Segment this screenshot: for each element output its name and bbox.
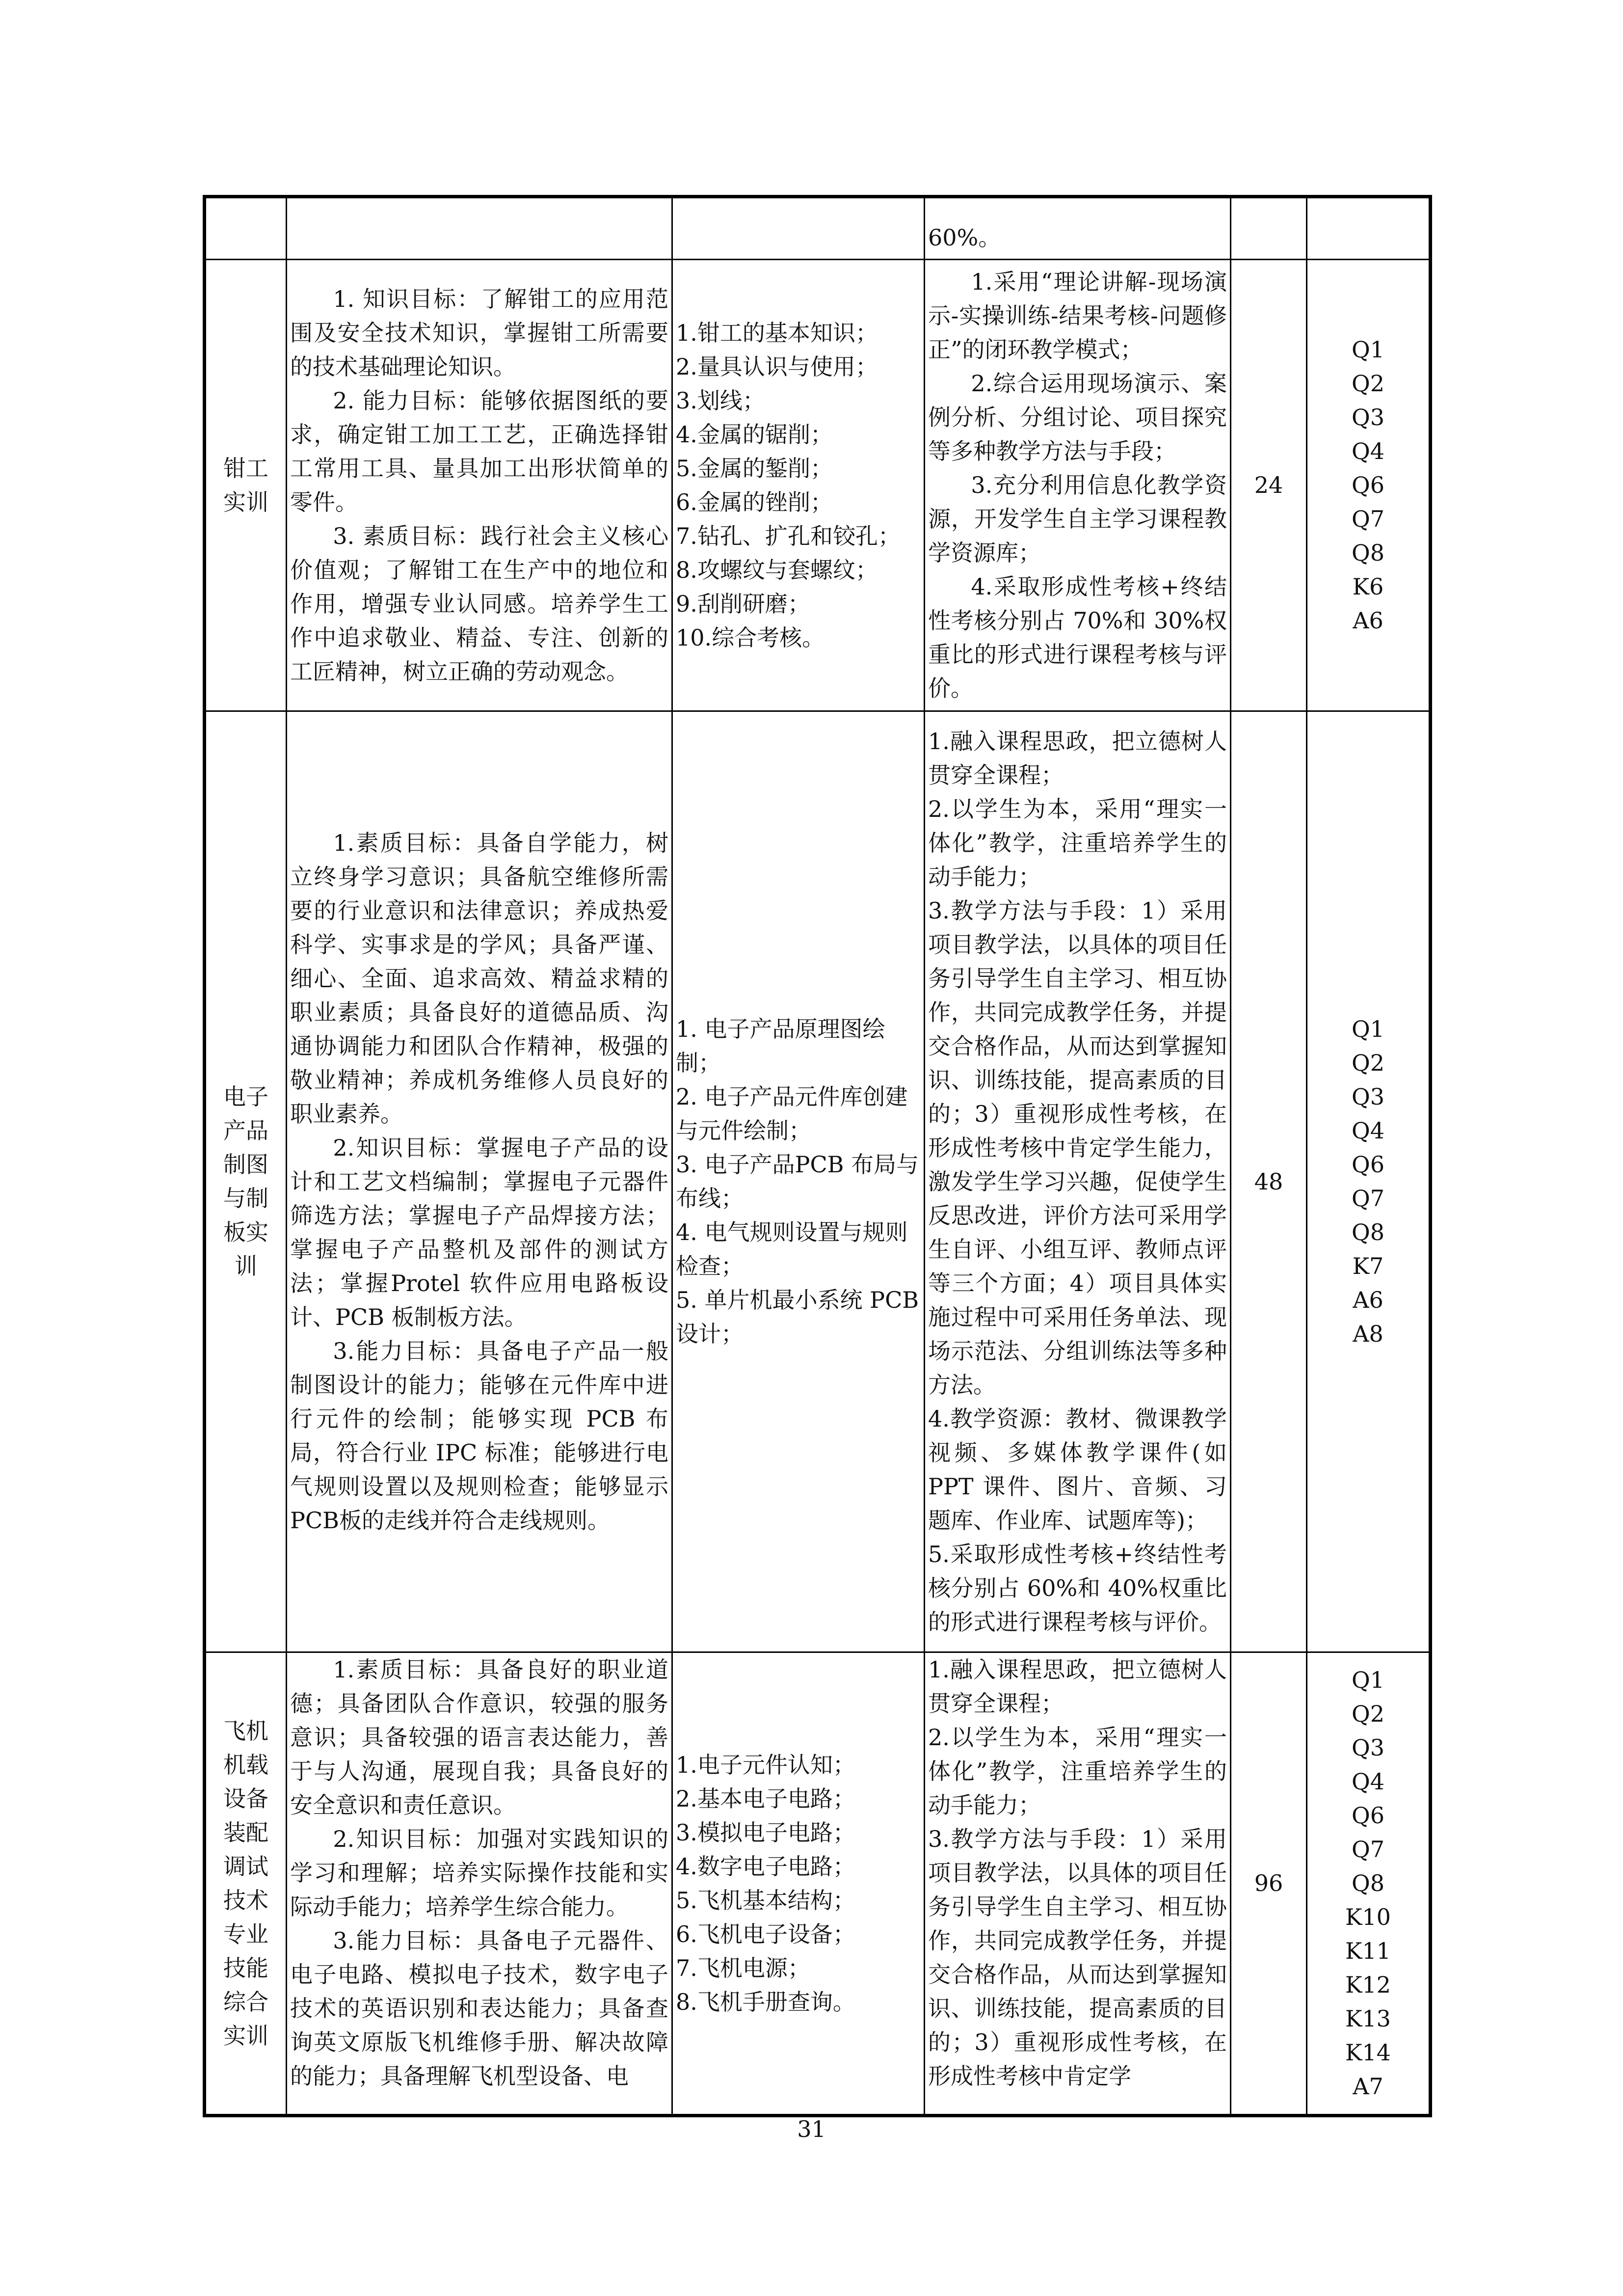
goals-cell (287, 711, 672, 1652)
content-item: 8.攻螺纹与套螺纹； (676, 556, 878, 583)
course-name: 飞机机载设备装配调试技术专业技能综合实训 (223, 1717, 268, 2049)
code-item: A6 (1353, 1287, 1384, 1313)
code-item: A6 (1353, 607, 1384, 634)
methods-cell (925, 197, 1231, 260)
codes-cell (1307, 711, 1431, 1652)
content-item: 1.电子元件认知； (676, 1751, 855, 1778)
code-item: Q2 (1352, 1050, 1384, 1076)
code-item: Q6 (1352, 472, 1384, 498)
content-item: 3.模拟电子电路； (676, 1819, 855, 1846)
table-row (205, 711, 1431, 1652)
code-item: K14 (1345, 2039, 1391, 2066)
content-item: 1. 电子产品原理图绘制； (676, 1016, 885, 1076)
code-item: K7 (1352, 1253, 1384, 1279)
content-item: 5.金属的錾削； (676, 455, 833, 482)
code-item: K12 (1345, 1972, 1391, 1998)
content-item: 8.飞机手册查询。 (676, 1988, 855, 2015)
goals-cell (287, 197, 672, 260)
goal-item: 1.素质目标：具备良好的职业道德；具备团队合作意识，较强的服务意识；具备较强的语言表达能力，善于与人沟通，展现自我；具备良好的安全意识和责任意识。 (290, 1656, 668, 1818)
hours-value: 96 (1254, 1870, 1283, 1896)
content-item: 7.飞机电源； (676, 1954, 810, 1981)
content-item: 1.钳工的基本知识； (676, 319, 878, 346)
code-item: Q4 (1352, 1768, 1384, 1795)
content-item: 4. 电气规则设置与规则检查； (676, 1219, 908, 1279)
course-name-cell (205, 197, 287, 260)
content-item: 5.飞机基本结构； (676, 1887, 855, 1914)
codes-cell (1307, 1652, 1431, 2116)
content-item: 9.刮削研磨； (676, 590, 810, 617)
content-item: 2. 电子产品元件库创建与元件绘制； (676, 1083, 908, 1144)
content-item: 3.划线； (676, 387, 765, 414)
code-item: K10 (1345, 1904, 1391, 1930)
code-item: Q7 (1352, 1185, 1384, 1212)
code-item: Q8 (1352, 1219, 1384, 1245)
hours-value: 24 (1254, 472, 1283, 498)
code-item: Q1 (1352, 1667, 1384, 1693)
method-item: 1.融入课程思政，把立德树人贯穿全课程； (928, 1656, 1227, 1717)
table-body (205, 197, 1431, 2116)
code-item: Q6 (1352, 1802, 1384, 1829)
code-item: Q3 (1352, 404, 1384, 431)
contents-cell (672, 711, 925, 1652)
table-row (205, 197, 1431, 260)
goal-item: 1.素质目标：具备自学能力，树立终身学习意识；具备航空维修所需要的行业意识和法律意识；养成热爱科学、实事求是的学风；具备严谨、细心、全面、追求高效、精益求精的职业素质；具备良好的道德品质、沟通协调能力和团队合作精神，极强的敬业精神；养成机务维修人员良好的职业素养。 (290, 829, 668, 1127)
course-name-cell (205, 1652, 287, 2116)
content-item: 5. 单片机最小系统 PCB 设计； (676, 1287, 919, 1347)
code-item: Q2 (1352, 1701, 1384, 1727)
code-item: Q6 (1352, 1151, 1384, 1178)
method-item: 3.教学方法与手段：1）采用项目教学法，以具体的项目任务引导学生自主学习、相互协作，共同完成教学任务，并提交合格作品，从而达到掌握知识、训练技能，提高素质的目的；3）重视形成性考核，在形成性考核中肯定学 (928, 1826, 1227, 2089)
goal-item: 3.能力目标：具备电子产品一般制图设计的能力；能够在元件库中进行元件的绘制；能够实现 PCB 布局，符合行业 IPC 标准；能够进行电气规则设置以及规则检查；能够显示PCB板的走线并符合走线规则。 (290, 1337, 668, 1534)
code-item: Q1 (1352, 336, 1384, 363)
code-item: A7 (1353, 2073, 1384, 2100)
goal-item: 3. 素质目标：践行社会主义核心价值观；了解钳工在生产中的地位和作用，增强专业认同感。培养学生工作中追求敬业、精益、专注、创新的工匠精神，树立正确的劳动观念。 (290, 522, 668, 685)
method-item: 60%。 (928, 224, 1001, 251)
table-row (205, 260, 1431, 711)
course-name: 钳工实训 (223, 455, 268, 515)
method-item: 4.教学资源：教材、微课教学视频、多媒体教学课件(如PPT 课件、图片、音频、习题库、作业库、试题库等)； (928, 1405, 1227, 1534)
code-item: K13 (1345, 2005, 1391, 2032)
code-item: Q2 (1352, 370, 1384, 397)
codes-cell (1307, 197, 1431, 260)
method-item: 3.教学方法与手段：1）采用项目教学法，以具体的项目任务引导学生自主学习、相互协作，共同完成教学任务，并提交合格作品，从而达到掌握知识、训练技能，提高素质的目的；3）重视形成性考核，在形成性考核中肯定学生能力，激发学生学习兴趣，促使学生反思改进，评价方法可采用学生自评、小组互评、教师点评等三个方面；4）项目具体实施过程中可采用任务单法、现场示范法、分组训练法等多种方法。 (928, 897, 1227, 1398)
method-item: 2.综合运用现场演示、案例分析、分组讨论、项目探究等多种教学方法与手段； (928, 370, 1227, 464)
table-row (205, 1652, 1431, 2116)
code-item: Q1 (1352, 1016, 1384, 1042)
methods-cell (925, 1652, 1231, 2116)
codes-cell (1307, 260, 1431, 711)
method-item: 2.以学生为本，采用“理实一体化”教学，注重培养学生的动手能力； (928, 795, 1227, 890)
goal-item: 1. 知识目标：了解钳工的应用范围及安全技术知识，掌握钳工所需要的技术基础理论知识。 (290, 285, 668, 380)
method-item: 1.采用“理论讲解-现场演示-实操训练-结果考核-问题修正”的闭环教学模式； (928, 269, 1227, 363)
course-name-cell (205, 711, 287, 1652)
contents-cell (672, 260, 925, 711)
method-item: 4.采取形成性考核+终结性考核分别占 70%和 30%权重比的形式进行课程考核与评价。 (928, 573, 1227, 702)
code-item: K11 (1345, 1938, 1391, 1964)
content-item: 4.金属的锯削； (676, 421, 833, 448)
code-item: Q4 (1352, 1117, 1384, 1144)
method-item: 2.以学生为本，采用“理实一体化”教学，注重培养学生的动手能力； (928, 1724, 1227, 1818)
course-name-cell (205, 260, 287, 711)
method-item: 5.采取形成性考核+终结性考核分别占 60%和 40%权重比的形式进行课程考核与评价。 (928, 1540, 1227, 1635)
content-item: 10.综合考核。 (676, 624, 825, 651)
goals-cell (287, 260, 672, 711)
content-item: 3. 电子产品PCB 布局与布线； (676, 1151, 919, 1212)
hours-cell (1231, 1652, 1307, 2116)
code-item: A8 (1353, 1321, 1384, 1347)
goal-item: 2.知识目标：加强对实践知识的学习和理解；培养实际操作技能和实际动手能力；培养学生综合能力。 (290, 1826, 668, 1920)
content-item: 6.金属的锉削； (676, 488, 833, 515)
goal-item: 2.知识目标：掌握电子产品的设计和工艺文档编制；掌握电子元器件筛选方法；掌握电子产品焊接方法；掌握电子产品整机及部件的测试方法；掌握Protel 软件应用电路板设计、PCB 板制板方法。 (290, 1134, 668, 1330)
code-item: Q7 (1352, 506, 1384, 532)
code-item: Q8 (1352, 540, 1384, 566)
hours-value: 48 (1254, 1168, 1283, 1195)
goal-item: 3.能力目标：具备电子元器件、电子电路、模拟电子技术，数字电子技术的英语识别和表达能力；具备查询英文原版飞机维修手册、解决故障的能力；具备理解飞机型设备、电 (290, 1927, 668, 2089)
hours-cell (1231, 711, 1307, 1652)
code-item: Q3 (1352, 1083, 1384, 1110)
content-item: 6.飞机电子设备； (676, 1920, 855, 1947)
goal-item: 2. 能力目标：能够依据图纸的要求，确定钳工加工工艺，正确选择钳工常用工具、量具加工出形状简单的零件。 (290, 387, 668, 515)
content-item: 2.量具认识与使用； (676, 353, 878, 380)
curriculum-table (203, 195, 1432, 2117)
contents-cell (672, 197, 925, 260)
goals-cell (287, 1652, 672, 2116)
code-item: Q7 (1352, 1836, 1384, 1863)
hours-cell (1231, 260, 1307, 711)
content-item: 2.基本电子电路； (676, 1785, 855, 1812)
page-number: 31 (797, 2116, 826, 2142)
hours-cell (1231, 197, 1307, 260)
contents-cell (672, 1652, 925, 2116)
methods-cell (925, 711, 1231, 1652)
code-item: Q3 (1352, 1734, 1384, 1761)
method-item: 3.充分利用信息化教学资源，开发学生自主学习课程教学资源库； (928, 472, 1227, 566)
content-item: 7.钻孔、扩孔和铰孔； (676, 522, 901, 549)
code-item: Q8 (1352, 1870, 1384, 1896)
method-item: 1.融入课程思政，把立德树人贯穿全课程； (928, 728, 1227, 788)
code-item: Q4 (1352, 438, 1384, 464)
code-item: K6 (1352, 573, 1384, 600)
methods-cell (925, 260, 1231, 711)
content-item: 4.数字电子电路； (676, 1853, 855, 1880)
course-name: 电子产品制图与制板实训 (223, 1083, 268, 1279)
